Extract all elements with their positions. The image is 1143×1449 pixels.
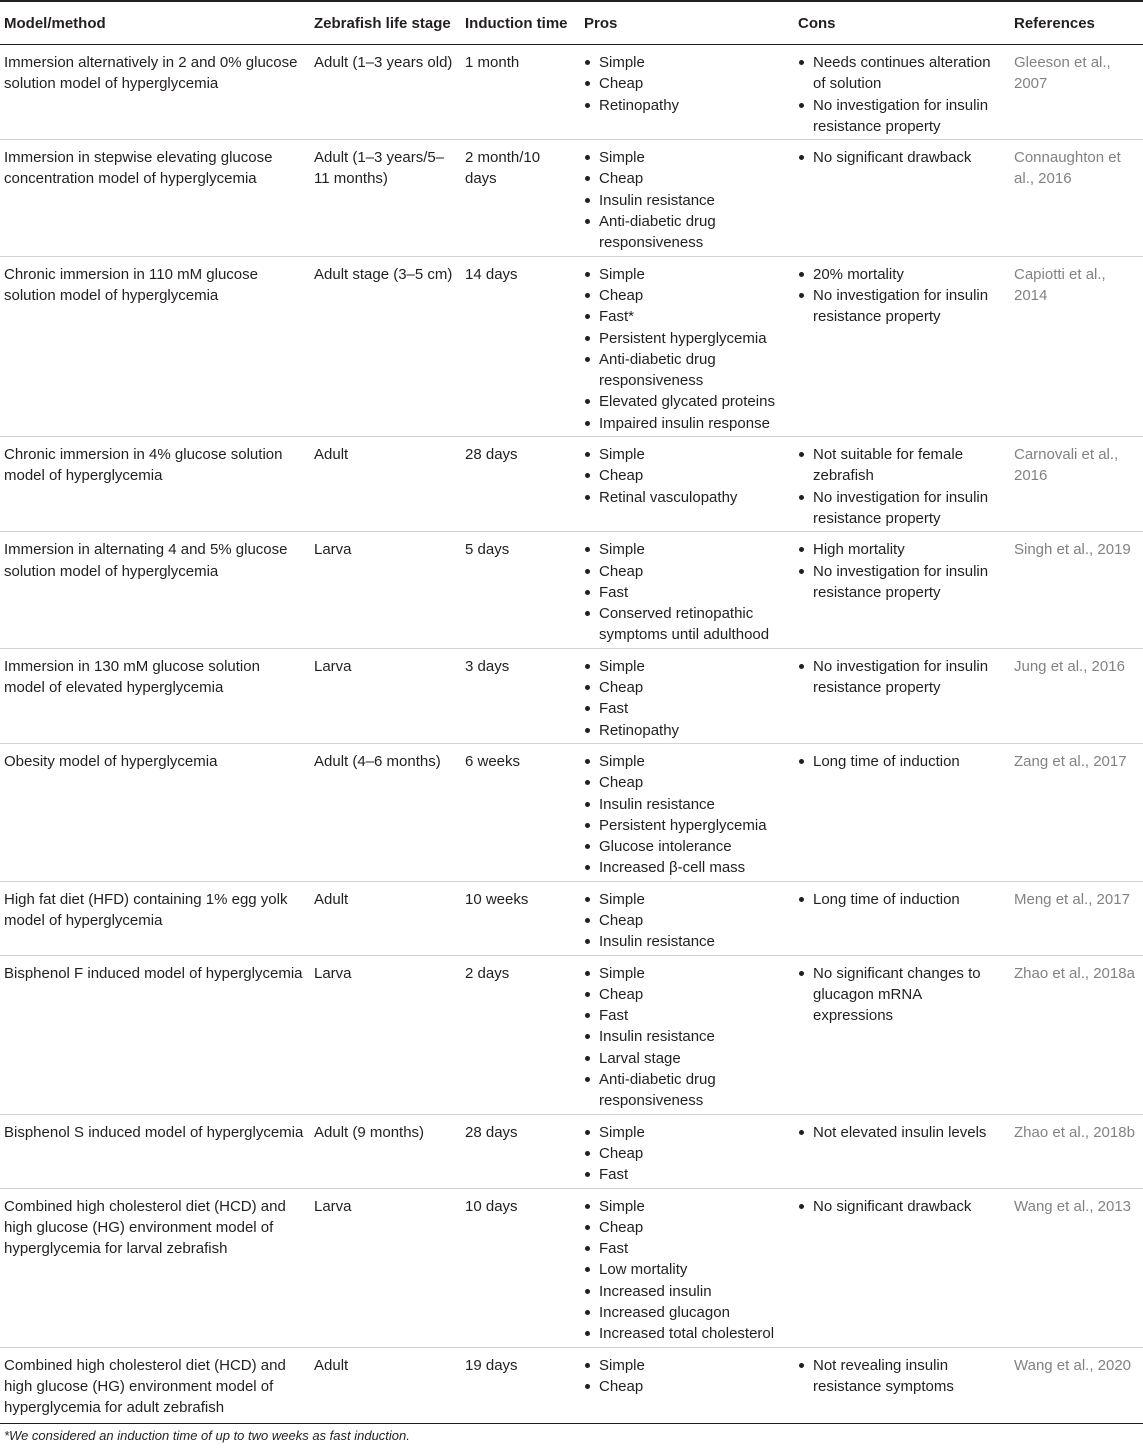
cell-induction-time: 10 days bbox=[461, 1188, 580, 1347]
cell-model-method: Chronic immersion in 4% glucose solution model of hyperglycemia bbox=[0, 437, 310, 532]
pros-item: Insulin resistance bbox=[584, 190, 788, 211]
cell-reference: Meng et al., 2017 bbox=[1010, 881, 1143, 955]
cons-list bbox=[798, 147, 1004, 168]
pros-item: Cheap bbox=[584, 285, 788, 306]
cell-pros bbox=[580, 256, 794, 436]
cell-pros bbox=[580, 743, 794, 881]
cell-life-stage: Adult (9 months) bbox=[310, 1114, 461, 1188]
cell-cons bbox=[794, 955, 1010, 1114]
pros-item: Retinal vasculopathy bbox=[584, 487, 788, 508]
pros-item: Simple bbox=[584, 444, 788, 465]
pros-item: Cheap bbox=[584, 677, 788, 698]
cell-induction-time: 1 month bbox=[461, 45, 580, 140]
cons-list bbox=[798, 1196, 1004, 1217]
pros-item: Cheap bbox=[584, 465, 788, 486]
pros-list bbox=[584, 264, 788, 434]
pros-item: Impaired insulin response bbox=[584, 413, 788, 434]
cell-life-stage: Larva bbox=[310, 955, 461, 1114]
cell-induction-time: 2 month/10 days bbox=[461, 140, 580, 256]
pros-list bbox=[584, 52, 788, 116]
table-row bbox=[0, 955, 1143, 1114]
cell-pros bbox=[580, 140, 794, 256]
pros-item: Simple bbox=[584, 889, 788, 910]
cons-item: Long time of induction bbox=[798, 889, 1004, 910]
pros-list bbox=[584, 147, 788, 253]
cell-pros bbox=[580, 532, 794, 648]
pros-item: Retinopathy bbox=[584, 720, 788, 741]
cell-induction-time: 2 days bbox=[461, 955, 580, 1114]
cons-list bbox=[798, 52, 1004, 137]
header-references: References bbox=[1010, 2, 1143, 45]
cell-pros bbox=[580, 437, 794, 532]
cons-item: No significant changes to glucagon mRNA expressions bbox=[798, 963, 1004, 1027]
table-footnote: *We considered an induction time of up to two weeks as fast induction. bbox=[4, 1428, 410, 1443]
cell-induction-time: 14 days bbox=[461, 256, 580, 436]
table-row bbox=[0, 45, 1143, 140]
cell-pros bbox=[580, 648, 794, 743]
cell-life-stage: Adult stage (3–5 cm) bbox=[310, 256, 461, 436]
cell-reference: Gleeson et al., 2007 bbox=[1010, 45, 1143, 140]
cons-item: Needs continues alteration of solution bbox=[798, 52, 1004, 95]
cell-model-method: High fat diet (HFD) containing 1% egg yolk model of hyperglycemia bbox=[0, 881, 310, 955]
pros-list bbox=[584, 889, 788, 953]
cons-item: Not elevated insulin levels bbox=[798, 1122, 1004, 1143]
cons-item: No investigation for insulin resistance property bbox=[798, 95, 1004, 138]
cell-induction-time: 3 days bbox=[461, 648, 580, 743]
pros-item: Low mortality bbox=[584, 1259, 788, 1280]
cell-induction-time: 19 days bbox=[461, 1347, 580, 1423]
pros-item: Simple bbox=[584, 656, 788, 677]
cons-item: Not revealing insulin resistance symptoms bbox=[798, 1355, 1004, 1398]
cell-life-stage: Adult bbox=[310, 1347, 461, 1423]
cell-life-stage: Larva bbox=[310, 1188, 461, 1347]
pros-item: Cheap bbox=[584, 910, 788, 931]
table-row bbox=[0, 437, 1143, 532]
header-pros: Pros bbox=[580, 2, 794, 45]
cell-model-method: Immersion in alternating 4 and 5% glucose solution model of hyperglycemia bbox=[0, 532, 310, 648]
pros-item: Fast bbox=[584, 1164, 788, 1185]
cons-item: Long time of induction bbox=[798, 751, 1004, 772]
cell-cons bbox=[794, 1188, 1010, 1347]
cell-cons bbox=[794, 1347, 1010, 1423]
table-row bbox=[0, 881, 1143, 955]
header-cons: Cons bbox=[794, 2, 1010, 45]
pros-item: Cheap bbox=[584, 772, 788, 793]
header-model-method: Model/method bbox=[0, 2, 310, 45]
cell-reference: Zhao et al., 2018a bbox=[1010, 955, 1143, 1114]
pros-item: Simple bbox=[584, 52, 788, 73]
pros-item: Insulin resistance bbox=[584, 931, 788, 952]
cons-list bbox=[798, 1122, 1004, 1143]
pros-item: Cheap bbox=[584, 73, 788, 94]
pros-item: Fast bbox=[584, 1005, 788, 1026]
cell-life-stage: Adult (4–6 months) bbox=[310, 743, 461, 881]
cell-pros bbox=[580, 1114, 794, 1188]
cell-induction-time: 10 weeks bbox=[461, 881, 580, 955]
pros-item: Larval stage bbox=[584, 1048, 788, 1069]
pros-item: Conserved retinopathic symptoms until adulthood bbox=[584, 603, 788, 646]
models-table bbox=[0, 2, 1143, 1424]
pros-item: Insulin resistance bbox=[584, 794, 788, 815]
pros-item: Simple bbox=[584, 751, 788, 772]
cell-model-method: Combined high cholesterol diet (HCD) and high glucose (HG) environment model of hyperglycemia for adult zebrafish bbox=[0, 1347, 310, 1423]
pros-item: Increased total cholesterol bbox=[584, 1323, 788, 1344]
pros-item: Anti-diabetic drug responsiveness bbox=[584, 1069, 788, 1112]
cons-list bbox=[798, 751, 1004, 772]
table-row bbox=[0, 256, 1143, 436]
cell-induction-time: 28 days bbox=[461, 437, 580, 532]
cell-pros bbox=[580, 881, 794, 955]
pros-list bbox=[584, 539, 788, 645]
table-body bbox=[0, 45, 1143, 1424]
table-row bbox=[0, 1188, 1143, 1347]
pros-list bbox=[584, 444, 788, 508]
cell-reference: Carnovali et al., 2016 bbox=[1010, 437, 1143, 532]
cons-list bbox=[798, 444, 1004, 529]
pros-item: Fast bbox=[584, 582, 788, 603]
cell-reference: Zhao et al., 2018b bbox=[1010, 1114, 1143, 1188]
header-induction-time: Induction time bbox=[461, 2, 580, 45]
cell-cons bbox=[794, 256, 1010, 436]
cons-item: No investigation for insulin resistance property bbox=[798, 487, 1004, 530]
cell-life-stage: Adult bbox=[310, 881, 461, 955]
cell-life-stage: Adult (1–3 years/5–11 months) bbox=[310, 140, 461, 256]
pros-item: Cheap bbox=[584, 1217, 788, 1238]
cell-life-stage: Larva bbox=[310, 532, 461, 648]
pros-item: Retinopathy bbox=[584, 95, 788, 116]
table-row bbox=[0, 532, 1143, 648]
pros-item: Anti-diabetic drug responsiveness bbox=[584, 349, 788, 392]
pros-item: Increased glucagon bbox=[584, 1302, 788, 1323]
pros-item: Cheap bbox=[584, 561, 788, 582]
table-row bbox=[0, 140, 1143, 256]
cell-cons bbox=[794, 140, 1010, 256]
pros-item: Increased β-cell mass bbox=[584, 857, 788, 878]
cell-reference: Singh et al., 2019 bbox=[1010, 532, 1143, 648]
cons-item: 20% mortality bbox=[798, 264, 1004, 285]
cell-reference: Zang et al., 2017 bbox=[1010, 743, 1143, 881]
header-row bbox=[0, 2, 1143, 45]
cell-model-method: Immersion alternatively in 2 and 0% glucose solution model of hyperglycemia bbox=[0, 45, 310, 140]
pros-item: Fast bbox=[584, 1238, 788, 1259]
cell-cons bbox=[794, 45, 1010, 140]
cell-pros bbox=[580, 955, 794, 1114]
pros-item: Cheap bbox=[584, 1376, 788, 1397]
cell-cons bbox=[794, 437, 1010, 532]
cell-cons bbox=[794, 532, 1010, 648]
cell-pros bbox=[580, 1347, 794, 1423]
pros-list bbox=[584, 1196, 788, 1345]
cons-item: Not suitable for female zebrafish bbox=[798, 444, 1004, 487]
pros-item: Simple bbox=[584, 963, 788, 984]
pros-list bbox=[584, 1355, 788, 1398]
pros-list bbox=[584, 963, 788, 1112]
pros-item: Persistent hyperglycemia bbox=[584, 815, 788, 836]
cons-list bbox=[798, 889, 1004, 910]
pros-item: Simple bbox=[584, 147, 788, 168]
cell-life-stage: Larva bbox=[310, 648, 461, 743]
pros-item: Simple bbox=[584, 539, 788, 560]
pros-item: Elevated glycated proteins bbox=[584, 391, 788, 412]
cell-cons bbox=[794, 648, 1010, 743]
cons-item: High mortality bbox=[798, 539, 1004, 560]
pros-item: Cheap bbox=[584, 168, 788, 189]
pros-item: Persistent hyperglycemia bbox=[584, 328, 788, 349]
pros-item: Fast* bbox=[584, 306, 788, 327]
pros-item: Anti-diabetic drug responsiveness bbox=[584, 211, 788, 254]
cons-item: No significant drawback bbox=[798, 1196, 1004, 1217]
cons-item: No investigation for insulin resistance property bbox=[798, 285, 1004, 328]
table-row bbox=[0, 1347, 1143, 1423]
cons-list bbox=[798, 539, 1004, 603]
pros-list bbox=[584, 656, 788, 741]
cell-induction-time: 6 weeks bbox=[461, 743, 580, 881]
table-row bbox=[0, 1114, 1143, 1188]
cell-model-method: Immersion in 130 mM glucose solution model of elevated hyperglycemia bbox=[0, 648, 310, 743]
pros-item: Simple bbox=[584, 1355, 788, 1376]
table-row bbox=[0, 648, 1143, 743]
pros-item: Cheap bbox=[584, 1143, 788, 1164]
cell-model-method: Obesity model of hyperglycemia bbox=[0, 743, 310, 881]
table-row bbox=[0, 743, 1143, 881]
pros-item: Fast bbox=[584, 698, 788, 719]
cons-item: No investigation for insulin resistance property bbox=[798, 561, 1004, 604]
cell-reference: Capiotti et al., 2014 bbox=[1010, 256, 1143, 436]
header-life-stage: Zebrafish life stage bbox=[310, 2, 461, 45]
cell-life-stage: Adult bbox=[310, 437, 461, 532]
cell-induction-time: 28 days bbox=[461, 1114, 580, 1188]
cell-model-method: Immersion in stepwise elevating glucose concentration model of hyperglycemia bbox=[0, 140, 310, 256]
cell-pros bbox=[580, 1188, 794, 1347]
pros-list bbox=[584, 751, 788, 879]
pros-item: Glucose intolerance bbox=[584, 836, 788, 857]
cell-life-stage: Adult (1–3 years old) bbox=[310, 45, 461, 140]
pros-item: Cheap bbox=[584, 984, 788, 1005]
cons-list bbox=[798, 1355, 1004, 1398]
cell-pros bbox=[580, 45, 794, 140]
pros-item: Simple bbox=[584, 1122, 788, 1143]
cell-cons bbox=[794, 743, 1010, 881]
cons-item: No significant drawback bbox=[798, 147, 1004, 168]
cons-list bbox=[798, 656, 1004, 699]
pros-item: Simple bbox=[584, 1196, 788, 1217]
pros-list bbox=[584, 1122, 788, 1186]
pros-item: Increased insulin bbox=[584, 1281, 788, 1302]
pros-item: Simple bbox=[584, 264, 788, 285]
cell-model-method: Bisphenol S induced model of hyperglycemia bbox=[0, 1114, 310, 1188]
cell-reference: Wang et al., 2020 bbox=[1010, 1347, 1143, 1423]
cell-cons bbox=[794, 881, 1010, 955]
cons-item: No investigation for insulin resistance property bbox=[798, 656, 1004, 699]
cell-cons bbox=[794, 1114, 1010, 1188]
cell-reference: Connaughton et al., 2016 bbox=[1010, 140, 1143, 256]
cell-model-method: Combined high cholesterol diet (HCD) and high glucose (HG) environment model of hyperglycemia for larval zebrafish bbox=[0, 1188, 310, 1347]
cell-model-method: Chronic immersion in 110 mM glucose solution model of hyperglycemia bbox=[0, 256, 310, 436]
cell-induction-time: 5 days bbox=[461, 532, 580, 648]
cell-reference: Wang et al., 2013 bbox=[1010, 1188, 1143, 1347]
cons-list bbox=[798, 264, 1004, 328]
cell-model-method: Bisphenol F induced model of hyperglycemia bbox=[0, 955, 310, 1114]
pros-item: Insulin resistance bbox=[584, 1026, 788, 1047]
cons-list bbox=[798, 963, 1004, 1027]
cell-reference: Jung et al., 2016 bbox=[1010, 648, 1143, 743]
